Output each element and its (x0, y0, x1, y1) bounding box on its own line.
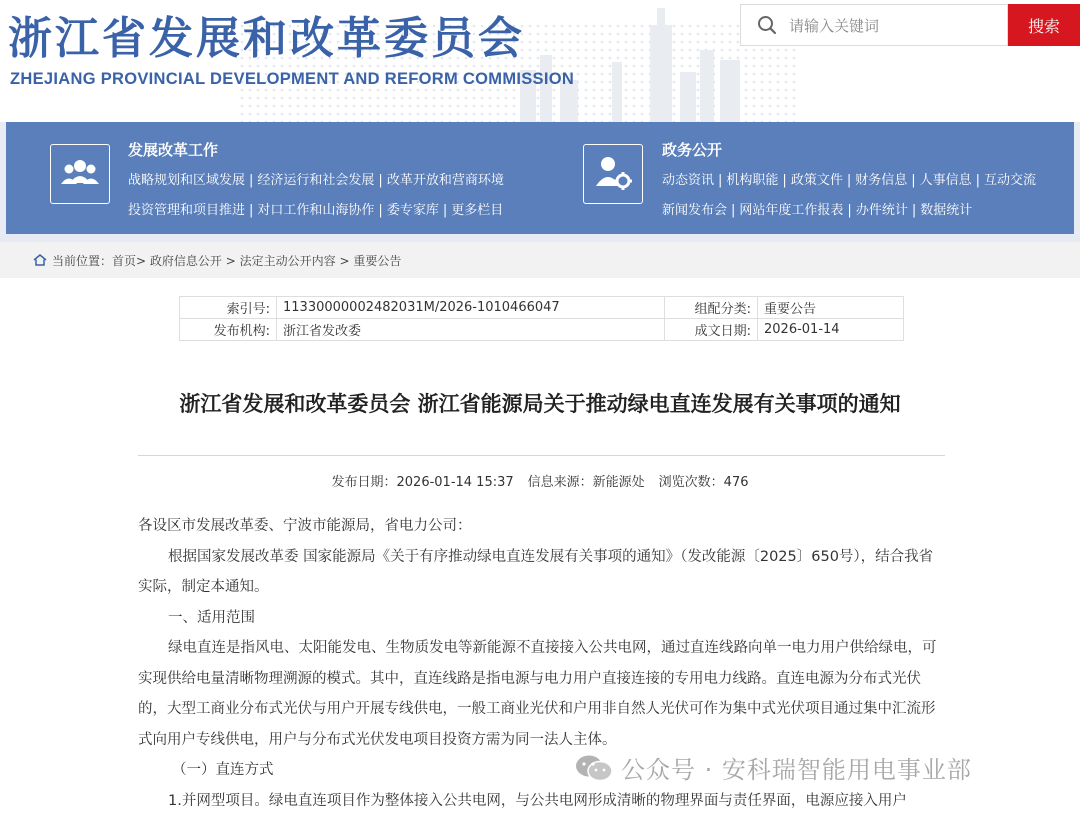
separator: | (912, 203, 916, 218)
nav-link[interactable]: 委专家库 (387, 203, 439, 218)
nav-link[interactable]: 财务信息 (855, 173, 907, 188)
user-gear-icon (583, 144, 643, 204)
table-row (180, 319, 904, 341)
nav-link[interactable]: 政策文件 (791, 173, 843, 188)
meta-label: 组配分类: (665, 297, 758, 319)
nav-link[interactable]: 改革开放和营商环境 (387, 173, 504, 188)
search-input[interactable] (787, 11, 1001, 41)
meta-label: 索引号: (180, 297, 277, 319)
view-count: 浏览次数：476 (659, 475, 749, 490)
nav-link[interactable]: 投资管理和项目推进 (128, 203, 245, 218)
nav-link[interactable]: 更多栏目 (451, 203, 503, 218)
meta-value: 重要公告 (758, 297, 904, 319)
breadcrumb-label: 当前位置： (52, 254, 112, 268)
watermark-text: 公众号 · 安科瑞智能用电事业部 (621, 750, 972, 785)
paragraph: 根据国家发展改革委 国家能源局《关于有序推动绿电直连发展有关事项的通知》（发改能源〔2025〕650号），结合我省实际，制定本通知。 (138, 542, 943, 603)
nav-link[interactable]: 战略规划和区域发展 (128, 173, 245, 188)
nav-link[interactable]: 对口工作和山海协作 (257, 203, 374, 218)
article-title: 浙江省发展和改革委员会 浙江省能源局关于推动绿电直连发展有关事项的通知 (0, 388, 1080, 418)
site-header (0, 0, 1080, 122)
document-meta-table (179, 296, 904, 341)
section-heading: 一、适用范围 (138, 603, 943, 634)
nav-link[interactable]: 数据统计 (920, 203, 972, 218)
meta-value: 浙江省发改委 (277, 319, 665, 341)
breadcrumb (0, 242, 1080, 278)
breadcrumb-item[interactable]: 法定主动公开内容 (240, 254, 336, 268)
paragraph: 1.并网型项目。绿电直连项目作为整体接入公共电网，与公共电网形成清晰的物理界面与责任界面，电源应接入用户 (138, 786, 943, 816)
publish-date: 发布日期：2026-01-14 15:37 (332, 475, 514, 490)
nav-links-row (662, 199, 972, 218)
breadcrumb-item[interactable]: 首页 (112, 254, 136, 268)
breadcrumb-separator: > (336, 254, 354, 268)
home-icon (33, 254, 47, 266)
breadcrumb-separator: > (222, 254, 240, 268)
separator: | (443, 203, 447, 218)
separator: | (847, 203, 851, 218)
nav-link[interactable]: 人事信息 (920, 173, 972, 188)
paragraph: 绿电直连是指风电、太阳能发电、生物质发电等新能源不直接接入公共电网，通过直连线路向单一电力用户供给绿电，可实现供给电量清晰物理溯源的模式。其中，直连线路是指电源与电力用户直接连接的专用电力线路。直连电源为分布式光伏的，大型工商业分布式光伏与用户开展专线供电，一般工商业光伏和户用非自然人光伏可作为集中式光伏项目通过集中汇流形式向用户专线供电，用户与分布式光伏发电项目投资方需为同一法人主体。 (138, 633, 943, 755)
main-nav (0, 122, 1080, 234)
separator: | (718, 173, 722, 188)
nav-link[interactable]: 互动交流 (984, 173, 1036, 188)
site-title-cn: 浙江省发展和改革委员会 (8, 2, 525, 66)
nav-link[interactable]: 办件统计 (856, 203, 908, 218)
nav-links-row (662, 169, 1036, 188)
nav-section-government-affairs (560, 122, 1080, 234)
paragraph: 各设区市发展改革委、宁波市能源局，省电力公司： (138, 511, 943, 542)
breadcrumb-trail (52, 252, 401, 269)
nav-title-government-affairs[interactable]: 政务公开 (662, 139, 722, 160)
separator: | (847, 173, 851, 188)
divider (138, 455, 945, 456)
search-button[interactable]: 搜索 (1008, 4, 1080, 46)
meta-value: 2026-01-14 (758, 319, 904, 341)
info-source: 信息来源：新能源处 (528, 475, 645, 490)
nav-links-row (128, 199, 503, 218)
separator: | (249, 173, 253, 188)
separator: | (378, 203, 382, 218)
breadcrumb-item[interactable]: 重要公告 (353, 254, 401, 268)
breadcrumb-separator: > (136, 254, 150, 268)
separator: | (911, 173, 915, 188)
nav-link[interactable]: 经济运行和社会发展 (257, 173, 374, 188)
nav-link[interactable]: 网站年度工作报表 (739, 203, 843, 218)
separator: | (249, 203, 253, 218)
nav-bottom-strip (0, 234, 1080, 242)
meta-label: 发布机构: (180, 319, 277, 341)
separator: | (782, 173, 786, 188)
table-row (180, 297, 904, 319)
nav-links-row (128, 169, 504, 188)
nav-link[interactable]: 动态资讯 (662, 173, 714, 188)
nav-section-development-reform (0, 122, 560, 234)
meta-label: 成文日期: (665, 319, 758, 341)
subsection-heading: （一）直连方式 (138, 755, 943, 786)
separator: | (378, 173, 382, 188)
separator: | (976, 173, 980, 188)
nav-link[interactable]: 新闻发布会 (662, 203, 727, 218)
article-info (0, 471, 1080, 490)
separator: | (731, 203, 735, 218)
nav-title-development-reform[interactable]: 发展改革工作 (128, 139, 218, 160)
wechat-icon (575, 754, 613, 782)
meta-value: 11330000002482031M/2026-1010466047 (277, 297, 665, 319)
nav-link[interactable]: 机构职能 (726, 173, 778, 188)
site-title-en: ZHEJIANG PROVINCIAL DEVELOPMENT AND REFORM COMMISSION (10, 70, 574, 89)
search-icon (757, 15, 777, 35)
search-box (740, 4, 1008, 46)
people-group-icon (50, 144, 110, 204)
breadcrumb-item[interactable]: 政府信息公开 (150, 254, 222, 268)
